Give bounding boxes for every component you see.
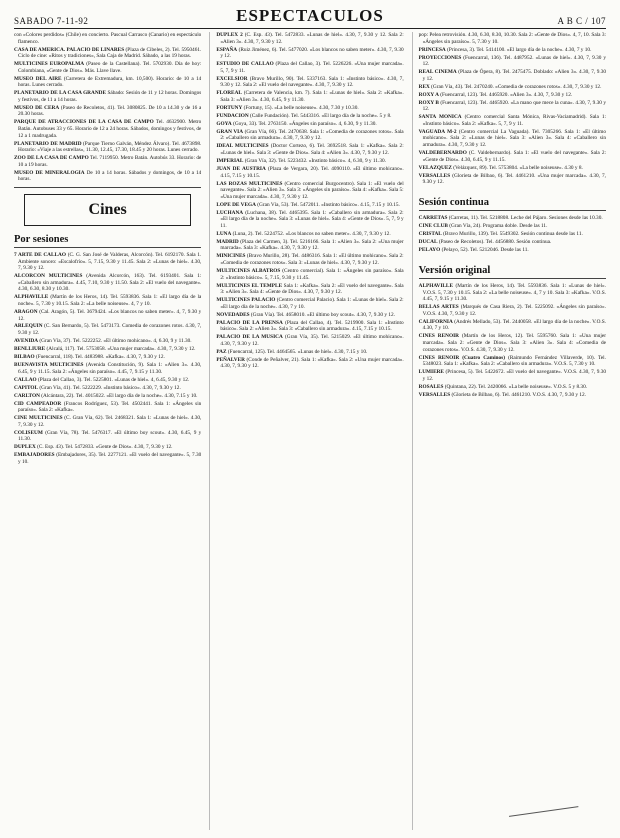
venue-name: MUSEO DE MINERALOGIA [14, 169, 85, 176]
venue-name: MULTICINES PALACIO [216, 297, 276, 304]
venue-name: CALIFORNIA [418, 318, 453, 325]
listing-entry [14, 32, 201, 45]
listing-entry [216, 253, 403, 266]
venue-details: (Parque Tierno Galván, Méndez Álvaro). Tel. 4673898. Horario: «Viaje a las estrellas», 11.30, 12.45, 17.30, 18.45 y 20 horas. Lunes cerrado. [18, 140, 202, 154]
venue-details: (Raimundo Fernández Villaverde, 10). Tel. 5348023. Sala 1: «Kafka». Sala 2: «Caballero sin armadura». V.O.S. 5, 7.30 y 10. [422, 354, 606, 368]
venue-details: (Plaza del Callao, 3). Tel. 5225801. «Lunas de hiel». 4, 6.45, 9.30 y 12. [38, 376, 190, 383]
listing-entry [419, 239, 606, 246]
venue-name: EMBAJADORES [14, 452, 55, 459]
listing-entry [419, 129, 606, 149]
venue-name: CALLAO [14, 376, 37, 383]
venue-details: (Gran Vía, 32). Tel. 5223432. «Instinto básico». 4, 6.30, 9 y 11.30. [244, 158, 386, 164]
listing-entry [419, 69, 606, 82]
museums-listing [14, 32, 201, 183]
venue-name: ROSALES [418, 383, 444, 390]
listing-entry [216, 47, 403, 60]
venue-details: (Gran Vía, 37). Tel. 5222252. «El último mohicano». 4, 6.30, 9 y 11.30. [39, 338, 192, 345]
listing-columns [14, 32, 606, 830]
venue-name: REAL CINEMA [418, 69, 457, 76]
venue-details: (Gran Vía, 53). Tel. 5472011. «Instinto básico». 4.15, 7.15 y 10.15. [257, 201, 400, 208]
venue-details: (Marqués de Casa Riera, 2). Tel. 5225092. «Ángeles sin paraíso». V.O.S. 4.30, 7, 9.30 y 12. [422, 304, 606, 317]
venue-details: (Princesa, 3). Tel. 5414100. «El largo día de la noche». 4.30, 7 y 10. [447, 46, 592, 53]
listing-entry [419, 369, 606, 382]
listing-entry [216, 158, 403, 165]
venue-name: PLANETARIO DE LA CASA GRANDE [14, 90, 107, 97]
listing-entry [419, 304, 606, 317]
listing-entry [419, 32, 606, 45]
listing-entry [14, 252, 201, 272]
venue-details: (Avenida Alcorcón, 163). Tel. 6193401. Sala 1: «Caballero sin armadura». 4.45, 7.10, 9.30 y 11.50. Sala 2: «El vuelo del navegante». 4.30, 6.30, 8.30 y 10.30. [18, 273, 202, 293]
listing-entry [216, 32, 403, 45]
venue-details: Sala 1: «Kafka». Sala 2: «El vuelo del navegante». Sala 3: «Alien 3». Sala 4: «Gente de Dios». 4.30, 7, 9.30 y 12. [220, 282, 404, 296]
venue-name: PARQUE DE ATRACCIONES DE LA CASA DE CAMPO [14, 119, 154, 126]
listing-entry [216, 61, 403, 74]
listing-entry [14, 141, 201, 154]
version-original-listing [419, 283, 606, 398]
venue-details: (Goya, 33). Tel. 2763150. «Ángeles sin paraíso». 4, 6.30, 9 y 11.30. [233, 120, 377, 127]
listing-entry [14, 385, 201, 392]
venue-name: DUPLEX 2 [216, 32, 243, 38]
listing-entry [216, 129, 403, 142]
listing-entry [14, 452, 201, 465]
venue-details: (Conde de Peñalver, 21). Sala 1: «Kafka». Sala 2: «Una mujer marcada». 4.30, 7, 9.30 y 12. [220, 356, 404, 370]
listing-entry [216, 268, 403, 281]
listing-entry [14, 430, 201, 443]
venue-name: FUNDACION [216, 112, 249, 119]
venue-details: (Bravo Murillo, 28). Tel. 4486316. Sala 1: «El último mohicano». Sala 2: «Comedia de corazones rotos». Sala 3: «Lunas de hiel». 4.30, 7, 9.30 y 12. [220, 253, 404, 267]
listing-entry [419, 215, 606, 222]
venue-details: (C. Valdebernardo). Sala 1: «El vuelo del navegante». Sala 2: «Gente de Dios». 4.30, 6.45, 9 y 11.15. [422, 150, 606, 163]
venue-name: MULTICINES ALBATROS [216, 268, 281, 275]
venue-details: (Plaza del Callao, 3). Tel. 5226226. «Una mujer marcada». 5, 7, 9 y 11. [220, 61, 404, 74]
listing-entry [14, 377, 201, 384]
venue-name: IMPERIAL [216, 158, 244, 164]
listing-entry [216, 349, 403, 356]
venue-name: ROXY B [418, 99, 439, 106]
venue-name: PEÑALVER [216, 356, 245, 363]
venue-details: (Glorieta de Bilbao, 6). Tel. 4461210. «Una mujer marcada». 4.30, 7, 9.30 y 12. [422, 172, 606, 186]
venue-name: AVENIDA [14, 338, 39, 345]
venue-details: (Ruiz Jiménez, 6). Tel. 5477020. «Los blancos no saben meter». 4.30, 7, 9.30 y 12. [220, 46, 404, 60]
venue-details: (Gran Vía, 35). Tel. 5215029. «El último mohicano». 4.30, 7, 9.30 y 12. [220, 334, 404, 347]
venue-name: CRISTAL [418, 231, 442, 238]
venue-details: Sábado: Sesión de 11 y 12 horas. Domingos y festivos, de 11 a 14 horas. [18, 90, 202, 103]
listing-entry [216, 231, 403, 238]
venue-name: ARLEQUIN [14, 323, 43, 330]
venue-details: (C. Gran Vía, 62). Tel. 2468321. Sala 1: «Lunas de hiel». 4.30, 7, 9.30 y 12. [18, 415, 202, 428]
venue-details: (Calle Fundación). Tel. 5443316. «El largo día de la noche». 5 y 8. [250, 112, 392, 119]
listing-entry [419, 55, 606, 68]
listing-entry [419, 84, 606, 91]
venue-details: (Martín de los Heros, 12). Tel. 5595760. Sala 1: «Una mujer marcada». Sala 2: «Gente de Dios». Sala 3: «Alien 3». Sala 4: «Comedia de corazones rotos». V.O.S. 4.30, 7, 9.30 y 12. [422, 333, 606, 353]
venue-details: (Carretera de Extremadura, km. 10,500). Horario: de 10 a 14 horas. Lunes cerrado. [18, 75, 202, 89]
venue-details: (Velázquez, 89). Tel. 5753804. «La belle noiseuse». 4.30 y 8. [453, 164, 583, 171]
venue-name: GOYA [216, 120, 232, 127]
venue-name: MULTICINES EL TEMPLE [216, 282, 283, 289]
listing-entry [419, 92, 606, 99]
venue-name: CINE CLUB [418, 223, 448, 230]
venue-details: con «Colores perdidos» (Chile) en concierto. Pascual Carrasco (Canario) en espectáculo flamenco. [14, 32, 202, 45]
venue-details: (Carretera de Valencia, km. 7). Sala 1: «Lunas de hiel». Sala 2: «Kafka». Sala 3: «Alien 3». 4.30, 6.45, 9 y 11.30. [220, 90, 404, 103]
venue-name: VERSALLES [418, 172, 451, 179]
listing-entry [419, 319, 606, 332]
listing-entry [419, 392, 606, 399]
listing-entry [14, 294, 201, 307]
version-original-heading: Versión original [419, 265, 606, 279]
venue-name: LUCHANA [216, 209, 244, 216]
venue-name: EXCELSIOR [216, 75, 248, 82]
venue-details: (Gran Vía, 24). Programa doble. Desde las 11. [449, 223, 548, 230]
venue-details: (Pelayo, 52). Tel. 5212046. Desde las 11. [441, 247, 529, 254]
venue-name: LAS ROZAS MULTICINES [216, 180, 283, 187]
venue-details: (Gran Vía). Tel. 4658010. «El último boy scout». 4.30, 7, 9.30 y 12. [250, 311, 395, 318]
listing-entry [14, 338, 201, 345]
venue-name: ESTUDIO DE CALLAO [216, 61, 274, 68]
venue-details: (Centro comercial Burgocentro). Sala 1: «El vuelo del navegante». Sala 2: «Alien 3». Sala 3: «Ángeles sin paraíso». Sala 4: «Kafka». Sala 5: «Una mujer marcada». 4.30, 7, 9.30 y 12. [220, 180, 404, 200]
venue-name: ALPHAVILLE [418, 283, 453, 290]
venue-details: (Cal. Aragón, 5). Tel. 3679424. «Los blancos no saben meter». 4, 7, 9.30 y 12. [18, 308, 202, 322]
listing-entry [14, 415, 201, 428]
sesiones-heading: Por sesiones [14, 234, 201, 248]
continua-heading: Sesión continua [419, 197, 606, 211]
venue-details: (Bravo Murillo, 139). Tel. 5549302. Sesión continua desde las 11. [443, 231, 583, 238]
listing-entry [216, 76, 403, 89]
listing-entry [216, 334, 403, 347]
venue-details: (Princesa, 5). Tel. 5422672. «El vuelo del navegante». V.O.S. 4.30, 7, 9.30 y 12. [422, 369, 606, 382]
listing-entry [14, 444, 201, 451]
venue-details: (Paseo de Recoletos). Tel. 4456880. Sesión continua. [438, 239, 552, 246]
venue-name: PRINCESA [418, 46, 446, 53]
venue-name: MINICINES [216, 253, 246, 260]
venue-details: (Alcalá, 117). Tel. 5753058. «Una mujer marcada». 4.30, 7, 9.30 y 12. [46, 346, 196, 353]
venue-details: (Avenida Constitución, 9). Sala 1: «Alien 3». 4.30, 6.45, 9 y 11.15. Sala 2: «Ángeles sin paraíso». 4.45, 7, 9.15 y 11.30. [18, 362, 202, 375]
venue-name: JUAN DE AUSTRIA [216, 165, 266, 172]
venue-name: ROXY A [418, 91, 439, 98]
venue-details: (Martín de los Heros, 14). Tel. 5593836. Sala 1: «Lunas de hiel». V.O.S. 5, 7.30 y 10.15. Sala 2: «La belle noiseuse». 4, 7 y 10. Sala 3: «Kafka». V.O.S. 4.45, 7, 9.15 y 11.30. [422, 283, 606, 303]
listing-entry [216, 181, 403, 201]
venue-name: ZOO DE LA CASA DE CAMPO [14, 155, 89, 162]
divider [14, 187, 201, 188]
listing-entry [14, 76, 201, 89]
listing-entry [216, 210, 403, 230]
venue-name: PALACIO DE LA PRENSA [216, 319, 283, 326]
venue-name: ESPAÑA [216, 46, 238, 53]
venue-name: MUSEO DEL AIRE [14, 75, 62, 82]
venue-name: LUNA [216, 230, 232, 237]
venue-details: (Embajadores, 35). Tel. 2277121. «El vuelo del navegante». 5, 7.30 y 10. [18, 452, 202, 465]
venue-name: ARAGON [14, 308, 38, 315]
venue-details: (C. Esp. 43). Tel. 5472833. «Lunas de hiel». 4.30, 7, 9.30 y 12. Sala 2: «Alien 3». 4.30, 7, 9.30 y 12. [220, 32, 404, 45]
column-1 [14, 32, 201, 830]
venue-details: (Centro comercial Santa Mónica, Rivas-Vaciamadrid). Sala 1: «Instinto básico». Sala 2: «Kafka». 5, 7, 9 y 11. [422, 114, 606, 127]
listing-entry [216, 105, 403, 112]
listing-entry [216, 320, 403, 333]
venue-details: (Fuencarral, 136). Tel. 4487952. «Lunas de hiel». 4.30, 7, 9.30 y 12. [422, 54, 606, 68]
venue-name: COLISEUM [14, 429, 43, 436]
column-2 [209, 32, 403, 830]
venue-name: VELAZQUEZ [418, 164, 452, 171]
venue-details: (Fortuny, 15). «La belle noiseuse». 4.30, 7.30 y 10.30. [243, 104, 359, 111]
listing-entry [14, 119, 201, 139]
paper-page-number: A B C / 107 [557, 16, 606, 26]
listing-entry [14, 273, 201, 293]
venue-details: Tel. 7119950. Metro Batán. Autobús 33. Horario: de 10 a 19 horas. [18, 155, 202, 168]
venue-name: LOPE DE VEGA [216, 201, 256, 208]
listing-entry [419, 173, 606, 186]
venue-name: BELLAS ARTES [418, 304, 459, 311]
cinema-listing [419, 32, 606, 186]
venue-name: PAZ [216, 348, 227, 355]
venue-name: 7 ARTE DE CALLAO [14, 251, 66, 258]
section-title: ESPECTACULOS [236, 6, 384, 25]
listing-entry [14, 155, 201, 168]
venue-details: (Plaza del Carmen, 3). Tel. 5216166. Sala 1: «Alien 3». Sala 2: «Una mujer marcada». Sala 3: «Kafka». 4.30, 7, 9.30 y 12. [220, 238, 404, 252]
venue-details: (Plaza del Callao, 4). Tel. 5219900. Sala 1: «Instinto básico». Sala 2: «Alien 3». Sala 3: «Caballero sin armadura». 4.15, 7.15 y 10.15. [220, 319, 404, 333]
listing-entry [419, 150, 606, 163]
venue-name: SANTA MONICA [418, 114, 462, 121]
venue-details: (Glorieta de Bilbao, 6). Tel. 4461210. V.O.S. 4.30, 7, 9.30 y 12. [451, 391, 587, 398]
listing-entry [419, 231, 606, 238]
venue-details: (Centro comercial). Sala 1: «Ángeles sin paraíso». Sala 2: «Instinto básico». 5, 7.15, 9.30 y 11.45. [220, 268, 404, 281]
listing-entry [216, 357, 403, 370]
venue-details: (C. San Bernardo, 5). Tel. 5473173. Comedia de corazones rotos. 4.30, 7, 9.30 y 12. [18, 323, 202, 337]
venue-details: (Fuencarral, 118). Tel. 4483988. «Kafka». 4.30, 7, 9.30 y 12. [35, 354, 165, 361]
listing-entry [419, 114, 606, 127]
venue-name: CINES RENOIR (Cuatro Caminos) [418, 354, 505, 361]
venue-details: (Paseo de Recoletos, 41). Tel. 3080825. De 10 a 14.30 y de 16 a 20.30 horas. [18, 104, 202, 118]
venue-name: CAPITOL [14, 384, 39, 391]
listing-entry [14, 170, 201, 183]
venue-name: ALCORCON MULTICINES [14, 273, 83, 280]
venue-details: (Plaza de Cibeles, 2). Tel. 5950461. Ciclo de cine: «Ritos y tradiciones», Sala Caja de Madrid. Sábado, a las 19 horas. [18, 46, 202, 60]
venue-details: (Centro comercial La Vaguada). Tel. 7305266. Sala 1: «El último mohicano». Sala 2: «Lunas de hiel». Sala 3: «Alien 3». Sala 4: «Caballero sin armadura». 4.30, 7, 9.30 y 12. [422, 128, 606, 149]
venue-details: (Martín de los Heros, 14). Tel. 5593836. Sala 1: «El largo día de la noche». 5, 7.30 y 10.15. Sala 2: «La belle noiseuse». 4, 7 y 10. [18, 294, 202, 307]
listing-entry [216, 297, 403, 310]
venue-name: LUMIERE [418, 369, 444, 376]
venue-details: (Plaza de Vergara, 20). Tel. 4090110. «El último mohicano». 4.15, 7.15 y 10.15. [220, 165, 404, 179]
listing-entry [14, 354, 201, 361]
venue-name: BUENAVISTA MULTICINES [14, 362, 84, 369]
cinema-listing [14, 252, 201, 465]
listing-entry [14, 90, 201, 103]
venue-name: VERSALLES [418, 391, 451, 398]
venue-name: CARRETAS [418, 215, 448, 222]
venue-name: IDEAL MULTICINES [216, 143, 269, 150]
venue-name: NOVEDADES [216, 311, 250, 318]
listing-entry [419, 355, 606, 368]
listing-entry [419, 384, 606, 391]
venue-details: (Luchana, 38). Tel. 4465395. Sala 1: «Caballero sin armadura». Sala 2: «El largo día de la noche». Sala 3: «Lunas de hiel». Sala 4: «Gente de Dios». 5, 7, 9 y 11. [220, 209, 404, 229]
venue-details: (Paseo de la Castellana). Tel. 5702930. Día de hoy: Colombiana, «Gente de Dios». Más. Llave llave. [18, 61, 202, 74]
venue-details: Tel. 4632900. Metro Batán. Autobuses 33 y 65. Horario de 12 a 24 horas. Sábados, domingos y festivos, de 12 a 1 madrugada. [18, 119, 202, 139]
listing-entry [419, 247, 606, 254]
venue-name: ALPHAVILLE [14, 294, 49, 301]
cines-heading: Cines [88, 200, 127, 218]
venue-name: PELAYO [418, 247, 441, 254]
venue-details: (Luna, 2). Tel. 5224752. «Los blancos no saben meter». 4.30, 7, 9.30 y 12. [232, 230, 391, 237]
venue-details: (C. G. San José de Valderas, Alcorcón). Tel. 6192170. Sala 1. Ambiente sonoro: «Escalofrío». 5, 7.15, 9.30 y 11.45. Sala 2: «Lunas de hiel». 4.30, 7, 9.30 y 12. [18, 251, 202, 272]
listing-entry [14, 309, 201, 322]
listing-entry [14, 47, 201, 60]
venue-details: (Fuencarral, 123). Tel. 4465920. «Alien 3». 4.30, 7, 9.30 y 12. [440, 91, 573, 98]
listing-entry [14, 323, 201, 336]
venue-name: CINES RENOIR [418, 333, 459, 340]
continua-listing [419, 215, 606, 254]
listing-entry [419, 165, 606, 172]
venue-details: (Quintana, 22). Tel. 2420066. «La belle noiseuse». V.O.S. 5 y 8.30. [444, 383, 588, 390]
venue-details: (C. Esp. 43). Tel. 5472833. «Gente de Dios». 4.30, 7, 9.30 y 12. [37, 444, 173, 451]
venue-name: FLOREAL [216, 90, 242, 97]
venue-name: PLANETARIO DE MADRID [14, 140, 82, 147]
venue-name: PALACIO DE LA MUSICA [216, 334, 283, 341]
venue-name: CID CAMPEADOR [14, 400, 62, 407]
venue-name: VALDEBERNARDO [418, 150, 467, 157]
listing-entry [216, 113, 403, 120]
listing-entry [14, 362, 201, 375]
listing-entry [216, 121, 403, 128]
cines-box [24, 194, 191, 226]
venue-name: VAGUADA M-2 [418, 128, 457, 135]
listing-entry [14, 401, 201, 414]
venue-name: REX [418, 83, 430, 90]
venue-name: GRAN VIA [216, 128, 244, 135]
venue-details: (Gran Vía, 66). Tel. 2470638. Sala 1: «Comedia de corazones rotos». Sala 2: «Caballero sin armadura». 4.30, 7, 9.30 y 12. [220, 128, 404, 142]
venue-name: FORTUNY [216, 104, 243, 111]
page-header [14, 6, 606, 29]
listing-entry [216, 90, 403, 103]
issue-date: SABADO 7-11-92 [14, 16, 89, 26]
listing-entry [419, 100, 606, 113]
listing-entry [216, 143, 403, 156]
listing-entry [14, 105, 201, 118]
venue-details: (Doctor Cortezo, 6). Tel. 3692518. Sala 1: «Kafka». Sala 2: «Lunas de hiel». Sala 3: «Gente de Dios». Sala 4: «Alien 3». 4.30, 7, 9.30 y 12. [220, 143, 404, 157]
venue-details: pop: Pelea retrovisión. 4.30, 6.30, 8.30, 10.30. Sala 2: «Gente de Dios». 4, 7, 10. Sala 3: «Ángeles sin paraíso». 5, 7.30 y 10. [418, 32, 606, 45]
venue-details: (Centro comercial Palacio). Sala 1: «Lunas de hiel». Sala 2: «El largo día de la noche». 4.30, 7 y 10. [220, 297, 404, 310]
listing-entry [14, 61, 201, 74]
venue-details: (Francos Rodríguez, 53). Tel. 4502441. Sala 1: «Ángeles sin paraíso». Sala 2: «Kafka». [18, 400, 202, 414]
listing-entry [216, 202, 403, 209]
venue-name: CASA DE AMERICA. PALACIO DE LINARES [14, 46, 125, 53]
venue-details: (Carretas, 11). Tel. 5218808. Leche del Pájaro. Sesiones desde las 10.30. [448, 215, 603, 222]
listing-entry [216, 283, 403, 296]
listing-entry [14, 393, 201, 400]
venue-name: DUPLEX [14, 444, 36, 451]
venue-details: (Andrés Mellado, 53). Tel. 2440058. «El largo día de la noche». V.O.S. 4.30, 7 y 10. [422, 318, 606, 332]
venue-details: (Gran Vía, 43). Tel. 2470240. «Comedia de corazones rotos». 4.30, 7, 9.30 y 12. [431, 83, 602, 90]
listing-entry [216, 166, 403, 179]
venue-details: De 10 a 14 horas. Sábados y domingos, de 10 a 14 horas. [18, 169, 202, 183]
venue-name: BENLLIURE [14, 346, 46, 353]
venue-name: MADRID [216, 238, 239, 245]
listing-entry [419, 223, 606, 230]
cinema-listing [216, 32, 403, 370]
listing-entry [216, 312, 403, 319]
listing-entry [14, 346, 201, 353]
venue-details: (Fuencarral, 125). Tel. 4464565. «Lunas de hiel». 4.30, 7.15 y 10. [227, 348, 368, 355]
venue-name: PROYECCIONES [418, 54, 462, 61]
column-3 [412, 32, 606, 830]
venue-name: CINE MULTICINES [14, 415, 63, 422]
venue-details: (Alcántara, 22). Tel. 4015022. «El largo día de la noche». 4.30, 7.15 y 10. [41, 392, 198, 399]
venue-details: (Bravo Murillo, 90). Tel. 5337163. Sala 1: «Instinto básico». 4.30, 7, 9.30 y 12. Sala 2: «El vuelo del navegante». 4.30, 7, 9.30 y 12. [220, 75, 404, 89]
listing-entry [419, 47, 606, 54]
venue-details: (Gran Vía, 41). Tel. 5222229. «Instinto básico». 4.30, 7, 9.30 y 12. [39, 384, 181, 391]
listing-entry [216, 239, 403, 252]
venue-name: DUCAL [418, 239, 438, 246]
venue-details: (Fuencarral, 123). Tel. 4465920. «La mano que mece la cuna». 4.30, 7, 9.30 y 12. [422, 99, 606, 113]
listing-entry [419, 333, 606, 353]
venue-name: MUSEO DE CERA [14, 104, 60, 111]
venue-name: MULTICINES EUROPALMA [14, 61, 85, 68]
venue-name: CARLTON [14, 392, 40, 399]
pencil-mark [508, 796, 579, 817]
venue-name: BILBAO [14, 354, 35, 361]
listing-entry [419, 283, 606, 303]
venue-details: (Plaza de Ópera, 8). Tel. 2475475. Doblado: «Alien 3». 4.30, 7, 9.30 y 12. [422, 69, 606, 82]
venue-details: (Gran Vía, 78). Tel. 5476317. «El último boy scout». 4.30, 6.45, 9 y 11.30. [18, 429, 202, 443]
